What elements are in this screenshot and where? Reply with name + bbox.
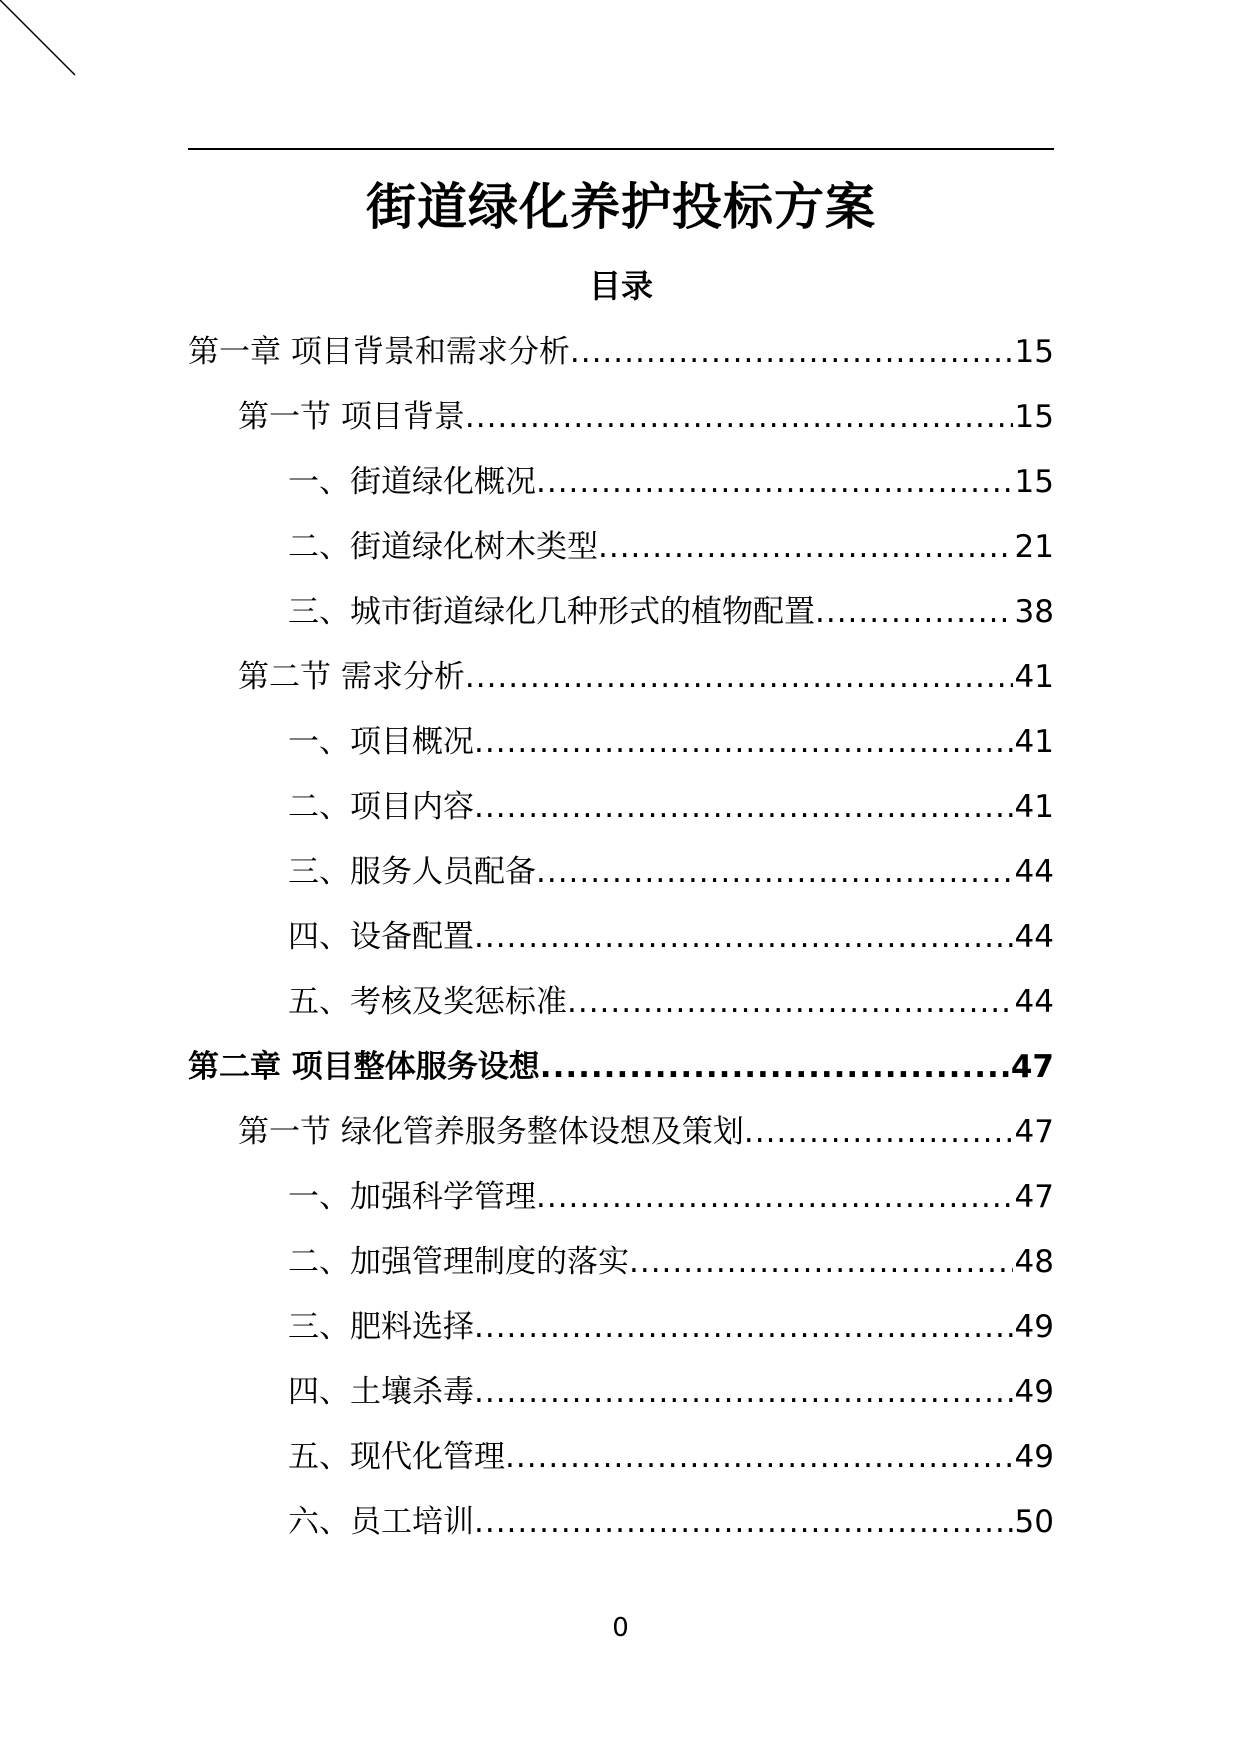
toc-entry-page: 44 [1014,854,1054,890]
toc-entry[interactable] [188,392,1054,457]
toc-dot-leader [629,1237,1013,1287]
toc-entry[interactable] [188,1432,1054,1497]
toc-entry-page: 47 [1014,1179,1054,1215]
toc-entry-label: 二、街道绿化树木类型 [288,529,598,565]
toc-entry-page: 50 [1014,1504,1054,1540]
toc-dot-leader [598,522,1013,572]
toc-entry-label: 三、城市街道绿化几种形式的植物配置 [288,594,815,630]
toc-dot-leader [474,1367,1013,1417]
toc-entry-page: 15 [1014,399,1054,435]
toc-entry-page: 47 [1014,1114,1054,1150]
toc-entry[interactable] [188,1107,1054,1172]
toc-dot-leader [815,587,1013,637]
toc-heading: 目录 [588,267,653,305]
toc-entry-label: 二、项目内容 [288,789,474,825]
toc-dot-leader [465,392,1013,442]
toc-entry-label: 一、加强科学管理 [288,1179,536,1215]
toc-entry-label: 第一节 绿化管养服务整体设想及策划 [238,1114,744,1150]
toc-entry-page: 15 [1014,334,1054,370]
toc-dot-leader [567,977,1013,1027]
toc-entry[interactable] [188,1367,1054,1432]
toc-dot-leader [744,1107,1013,1157]
toc-entry[interactable] [188,717,1054,782]
toc-entry[interactable] [188,457,1054,522]
toc-entry-label: 四、土壤杀毒 [288,1374,474,1410]
toc-entry-page: 41 [1014,789,1054,825]
header-rule [188,148,1054,150]
toc-entry-label: 一、项目概况 [288,724,474,760]
toc-entry[interactable] [188,327,1054,392]
toc-entry-label: 五、考核及奖惩标准 [288,984,567,1020]
toc-entry-label: 第二章 项目整体服务设想 [188,1049,540,1085]
toc-entry-page: 41 [1014,724,1054,760]
toc-entry-page: 44 [1014,984,1054,1020]
toc-dot-leader [505,1432,1013,1482]
toc-entry[interactable] [188,1302,1054,1367]
toc-entry-page: 15 [1014,464,1054,500]
toc-dot-leader [536,457,1013,507]
toc-entry-label: 五、现代化管理 [288,1439,505,1475]
toc-entry[interactable] [188,1497,1054,1562]
toc-entry-page: 49 [1014,1309,1054,1345]
toc-dot-leader [474,1497,1013,1547]
toc-entry[interactable] [188,1237,1054,1302]
toc-entry-page: 38 [1014,594,1054,630]
toc-entry-page: 44 [1014,919,1054,955]
toc-dot-leader [536,847,1013,897]
toc-entry-page: 49 [1014,1374,1054,1410]
corner-crop-mark [0,0,80,80]
toc-entry-label: 三、肥料选择 [288,1309,474,1345]
toc-dot-leader [465,652,1013,702]
toc-dot-leader [474,717,1013,767]
toc-entry-label: 第二节 需求分析 [238,659,465,695]
toc-dot-leader [536,1172,1013,1222]
toc-entry-label: 一、街道绿化概况 [288,464,536,500]
toc-dot-leader [540,1042,1009,1092]
toc-entry[interactable] [188,522,1054,587]
toc-dot-leader [474,782,1013,832]
toc-entry[interactable] [188,977,1054,1042]
toc-entry[interactable] [188,1172,1054,1237]
toc-entry[interactable] [188,587,1054,652]
toc-dot-leader [570,327,1013,377]
toc-entry-label: 第一节 项目背景 [238,399,465,435]
toc-entry-page: 41 [1014,659,1054,695]
document-title: 街道绿化养护投标方案 [366,178,876,236]
toc-entry-page: 48 [1014,1244,1054,1280]
toc-entry-label: 六、员工培训 [288,1504,474,1540]
toc-entry[interactable] [188,1042,1054,1107]
toc-entry-page: 21 [1014,529,1054,565]
toc-entry-label: 四、设备配置 [288,919,474,955]
toc-entry-label: 二、加强管理制度的落实 [288,1244,629,1280]
toc-entry-page: 49 [1014,1439,1054,1475]
table-of-contents [188,327,1054,1562]
toc-entry[interactable] [188,912,1054,977]
toc-entry[interactable] [188,782,1054,847]
toc-entry[interactable] [188,847,1054,912]
toc-entry-label: 第一章 项目背景和需求分析 [188,334,570,370]
toc-entry-label: 三、服务人员配备 [288,854,536,890]
toc-entry[interactable] [188,652,1054,717]
toc-dot-leader [474,912,1013,962]
toc-dot-leader [474,1302,1013,1352]
page-number: 0 [612,1613,629,1643]
toc-entry-page: 47 [1010,1049,1054,1085]
